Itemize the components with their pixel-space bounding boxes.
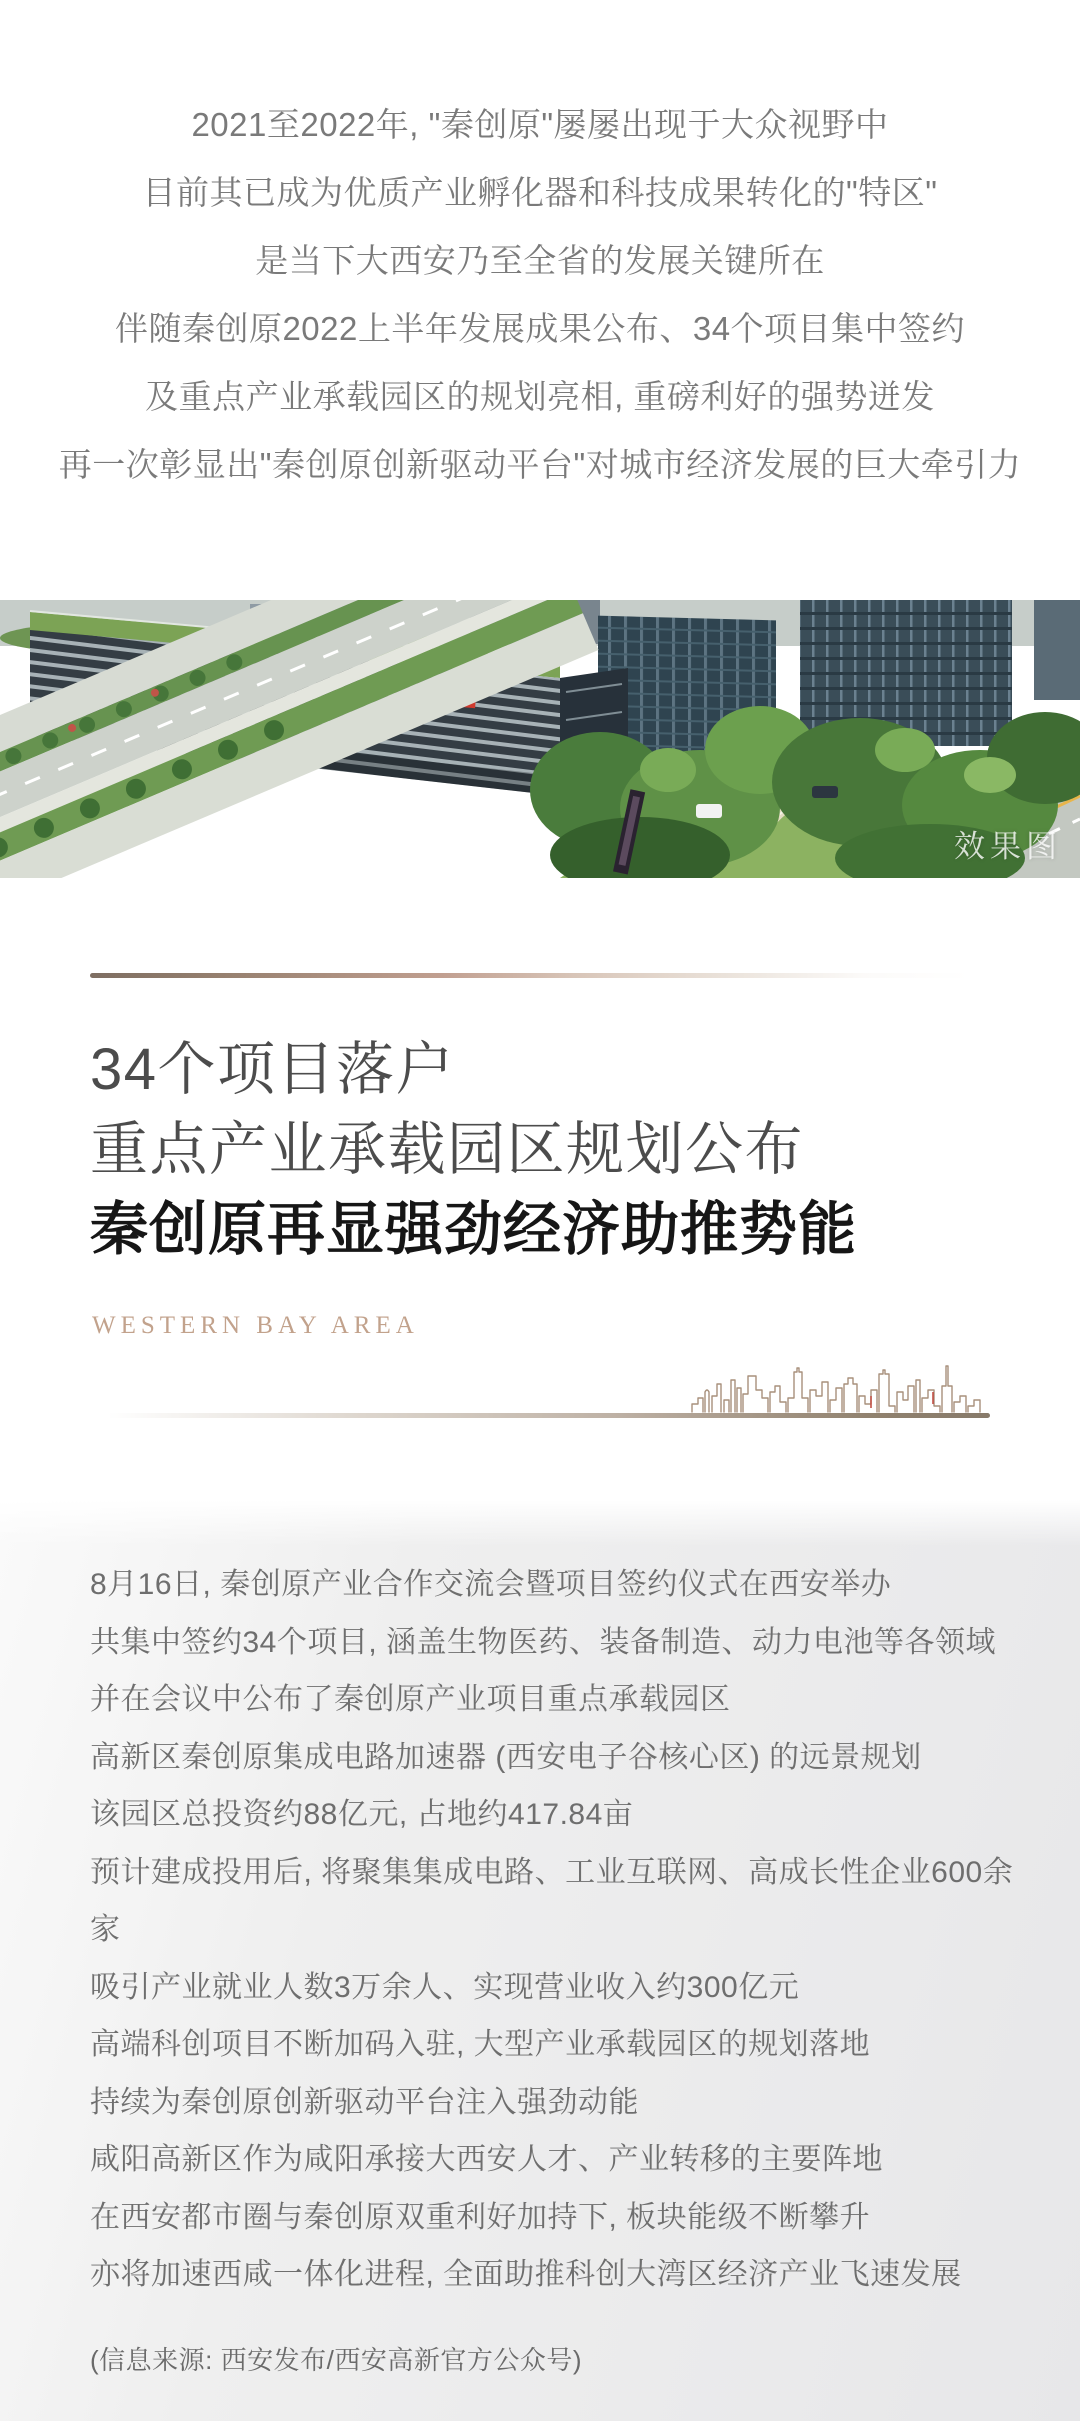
intro-line: 目前其已成为优质产业孵化器和科技成果转化的"特区" [142, 174, 938, 211]
body-line: 吸引产业就业人数3万余人、实现营业收入约300亿元 [90, 1970, 800, 2004]
eyebrow-label: WESTERN BAY AREA [92, 1312, 419, 1339]
body-line: 持续为秦创原创新驱动平台注入强劲动能 [90, 2085, 639, 2119]
body-line: 亦将加速西咸一体化进程, 全面助推科创大湾区经济产业飞速发展 [90, 2258, 962, 2291]
hero-photo-illustration [0, 600, 1080, 878]
intro-line: 伴随秦创原2022上半年发展成果公布、34个项目集中签约 [114, 310, 966, 347]
intro-line: 及重点产业承载园区的规划亮相, 重磅利好的强势迸发 [145, 378, 935, 415]
source-note: (信息来源: 西安发布/西安高新官方公众号) [90, 2344, 582, 2375]
body-line: 并在会议中公布了秦创原产业项目重点承载园区 [90, 1683, 731, 1716]
article-body-text [90, 1556, 1030, 2378]
body-line: 8月16日, 秦创原产业合作交流会暨项目签约仪式在西安举办 [90, 1568, 892, 1601]
body-line: 在西安都市圈与秦创原双重利好加持下, 板块能级不断攀升 [90, 2200, 871, 2234]
intro-line: 是当下大西安乃至全省的发展关键所在 [255, 242, 825, 279]
headline-line-2: 重点产业承载园区规划公布 [90, 1117, 805, 1182]
body-line: 高新区秦创原集成电路加速器 (西安电子谷核心区) 的远景规划 [90, 1740, 922, 1774]
body-line: 共集中签约34个项目, 涵盖生物医药、装备制造、动力电池等各领域 [90, 1625, 997, 1659]
headline-line-3: 秦创原再显强劲经济助推势能 [90, 1197, 858, 1262]
intro-line: 再一次彰显出"秦创原创新驱动平台"对城市经济发展的巨大牵引力 [58, 446, 1022, 483]
body-line: 该园区总投资约88亿元, 占地约417.84亩 [90, 1798, 634, 1831]
gradient-divider-bottom [108, 1413, 990, 1418]
headline-line-1: 34个项目落户 [90, 1037, 456, 1102]
article-body-section [0, 1500, 1080, 2421]
body-line: 高端科创项目不断加码入驻, 大型产业承载园区的规划落地 [90, 2028, 871, 2061]
headline-block [90, 1030, 857, 1270]
body-line: 咸阳高新区作为咸阳承接大西安人才、产业转移的主要阵地 [90, 2143, 883, 2176]
intro-paragraph [0, 91, 1080, 499]
city-skyline-illustration [690, 1362, 990, 1414]
photo-watermark: 效果图 [954, 829, 1062, 864]
gradient-divider-top [90, 973, 970, 978]
intro-line: 2021至2022年, "秦创原"屡屡出现于大众视野中 [191, 106, 889, 143]
hero-photo [0, 600, 1080, 878]
body-line: 预计建成投用后, 将聚集集成电路、工业互联网、高成长性企业600余家 [90, 1855, 1014, 1946]
